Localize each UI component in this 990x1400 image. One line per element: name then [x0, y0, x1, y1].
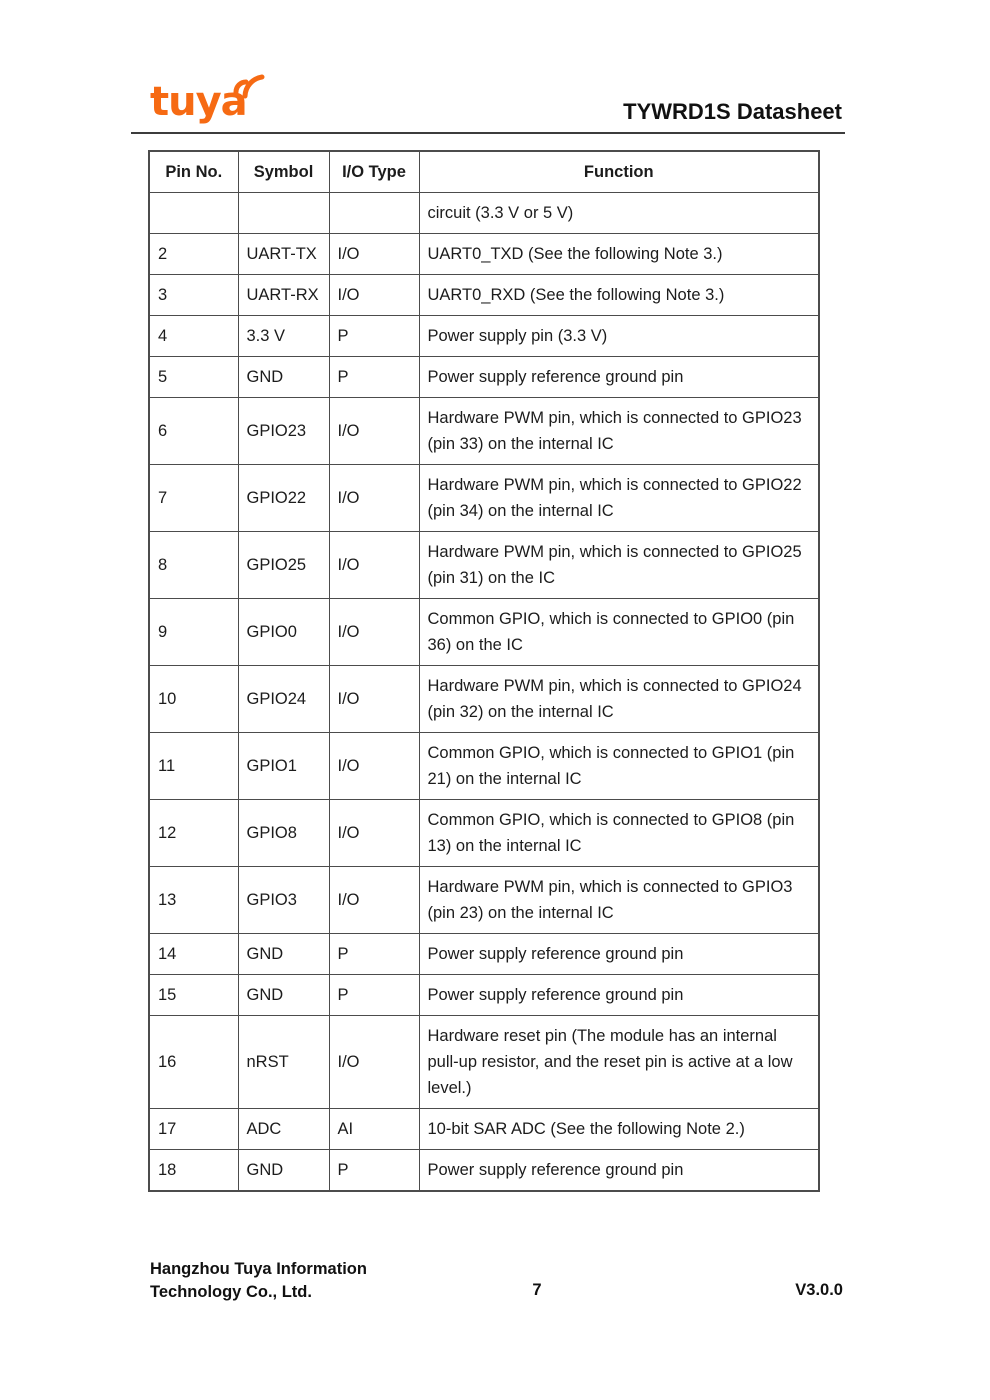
table-row — [149, 1109, 819, 1150]
cell-io: I/O — [329, 867, 419, 934]
table-row — [149, 975, 819, 1016]
cell-pin: 2 — [149, 234, 238, 275]
cell-pin: 13 — [149, 867, 238, 934]
cell-io — [329, 193, 419, 234]
cell-function: Hardware PWM pin, which is connected to GPIO23 (pin 33) on the internal IC — [419, 398, 819, 465]
cell-function: Hardware PWM pin, which is connected to GPIO25 (pin 31) on the IC — [419, 532, 819, 599]
cell-symbol: GPIO0 — [238, 599, 329, 666]
cell-function: UART0_RXD (See the following Note 3.) — [419, 275, 819, 316]
cell-io: I/O — [329, 398, 419, 465]
table-row — [149, 599, 819, 666]
cell-symbol: GND — [238, 975, 329, 1016]
document-title: TYWRD1S Datasheet — [623, 99, 842, 124]
cell-function: Hardware PWM pin, which is connected to GPIO24 (pin 32) on the internal IC — [419, 666, 819, 733]
table-row — [149, 357, 819, 398]
cell-io: I/O — [329, 465, 419, 532]
table-row — [149, 1016, 819, 1109]
cell-pin: 12 — [149, 800, 238, 867]
table-row — [149, 465, 819, 532]
cell-symbol: GPIO24 — [238, 666, 329, 733]
cell-function: Power supply pin (3.3 V) — [419, 316, 819, 357]
header-divider — [131, 132, 845, 134]
cell-function: Power supply reference ground pin — [419, 975, 819, 1016]
cell-function: Power supply reference ground pin — [419, 1150, 819, 1192]
cell-io: I/O — [329, 234, 419, 275]
cell-io: P — [329, 316, 419, 357]
table-row — [149, 316, 819, 357]
cell-symbol: GPIO25 — [238, 532, 329, 599]
cell-function: Common GPIO, which is connected to GPIO1 (pin 21) on the internal IC — [419, 733, 819, 800]
cell-symbol: nRST — [238, 1016, 329, 1109]
cell-io: P — [329, 934, 419, 975]
table-header-row — [149, 151, 819, 193]
column-header-function: Function — [419, 151, 819, 193]
cell-function: Hardware PWM pin, which is connected to GPIO3 (pin 23) on the internal IC — [419, 867, 819, 934]
cell-function: Power supply reference ground pin — [419, 934, 819, 975]
cell-function: UART0_TXD (See the following Note 3.) — [419, 234, 819, 275]
cell-io: I/O — [329, 599, 419, 666]
cell-pin: 10 — [149, 666, 238, 733]
footer-company-line2: Technology Co., Ltd. — [150, 1283, 312, 1301]
table-row — [149, 934, 819, 975]
table-row — [149, 666, 819, 733]
column-header-symbol: Symbol — [238, 151, 329, 193]
footer-company-line1: Hangzhou Tuya Information — [150, 1260, 367, 1278]
cell-pin: 3 — [149, 275, 238, 316]
cell-symbol — [238, 193, 329, 234]
cell-symbol: GPIO1 — [238, 733, 329, 800]
cell-pin — [149, 193, 238, 234]
cell-function: 10-bit SAR ADC (See the following Note 2.) — [419, 1109, 819, 1150]
cell-symbol: GND — [238, 934, 329, 975]
cell-pin: 5 — [149, 357, 238, 398]
cell-symbol: GPIO8 — [238, 800, 329, 867]
cell-symbol: GND — [238, 357, 329, 398]
cell-pin: 15 — [149, 975, 238, 1016]
table-row — [149, 275, 819, 316]
cell-pin: 17 — [149, 1109, 238, 1150]
cell-function: Common GPIO, which is connected to GPIO0 (pin 36) on the IC — [419, 599, 819, 666]
cell-pin: 16 — [149, 1016, 238, 1109]
table-row — [149, 193, 819, 234]
cell-io: P — [329, 357, 419, 398]
table-row — [149, 867, 819, 934]
cell-symbol: 3.3 V — [238, 316, 329, 357]
cell-symbol: GND — [238, 1150, 329, 1192]
pin-definition-table — [148, 150, 820, 1192]
footer-company-name — [150, 1258, 367, 1304]
cell-function: Hardware PWM pin, which is connected to GPIO22 (pin 34) on the internal IC — [419, 465, 819, 532]
cell-pin: 4 — [149, 316, 238, 357]
cell-pin: 14 — [149, 934, 238, 975]
cell-symbol: UART-TX — [238, 234, 329, 275]
cell-symbol: GPIO22 — [238, 465, 329, 532]
cell-pin: 11 — [149, 733, 238, 800]
cell-function: Hardware reset pin (The module has an internal pull-up resistor, and the reset pin is active at a low level.) — [419, 1016, 819, 1109]
cell-function: circuit (3.3 V or 5 V) — [419, 193, 819, 234]
cell-io: I/O — [329, 666, 419, 733]
cell-function: Power supply reference ground pin — [419, 357, 819, 398]
table-row — [149, 398, 819, 465]
table-row — [149, 733, 819, 800]
cell-io: I/O — [329, 1016, 419, 1109]
table-row — [149, 532, 819, 599]
column-header-io-type: I/O Type — [329, 151, 419, 193]
cell-pin: 9 — [149, 599, 238, 666]
cell-function: Common GPIO, which is connected to GPIO8 (pin 13) on the internal IC — [419, 800, 819, 867]
tuya-wordmark-text: tuya — [150, 79, 247, 125]
table-row — [149, 234, 819, 275]
footer-version: V3.0.0 — [795, 1281, 843, 1299]
cell-io: I/O — [329, 733, 419, 800]
column-header-pin-no: Pin No. — [149, 151, 238, 193]
tuya-signal-icon — [232, 70, 266, 100]
cell-symbol: GPIO23 — [238, 398, 329, 465]
cell-io: I/O — [329, 275, 419, 316]
cell-symbol: UART-RX — [238, 275, 329, 316]
cell-pin: 8 — [149, 532, 238, 599]
footer-page-number: 7 — [532, 1281, 542, 1299]
cell-io: P — [329, 1150, 419, 1192]
table-row — [149, 800, 819, 867]
cell-pin: 18 — [149, 1150, 238, 1192]
table-row — [149, 1150, 819, 1192]
cell-io: I/O — [329, 532, 419, 599]
cell-io: AI — [329, 1109, 419, 1150]
cell-io: P — [329, 975, 419, 1016]
tuya-logo — [150, 74, 270, 130]
cell-io: I/O — [329, 800, 419, 867]
cell-pin: 7 — [149, 465, 238, 532]
cell-symbol: GPIO3 — [238, 867, 329, 934]
cell-symbol: ADC — [238, 1109, 329, 1150]
cell-pin: 6 — [149, 398, 238, 465]
